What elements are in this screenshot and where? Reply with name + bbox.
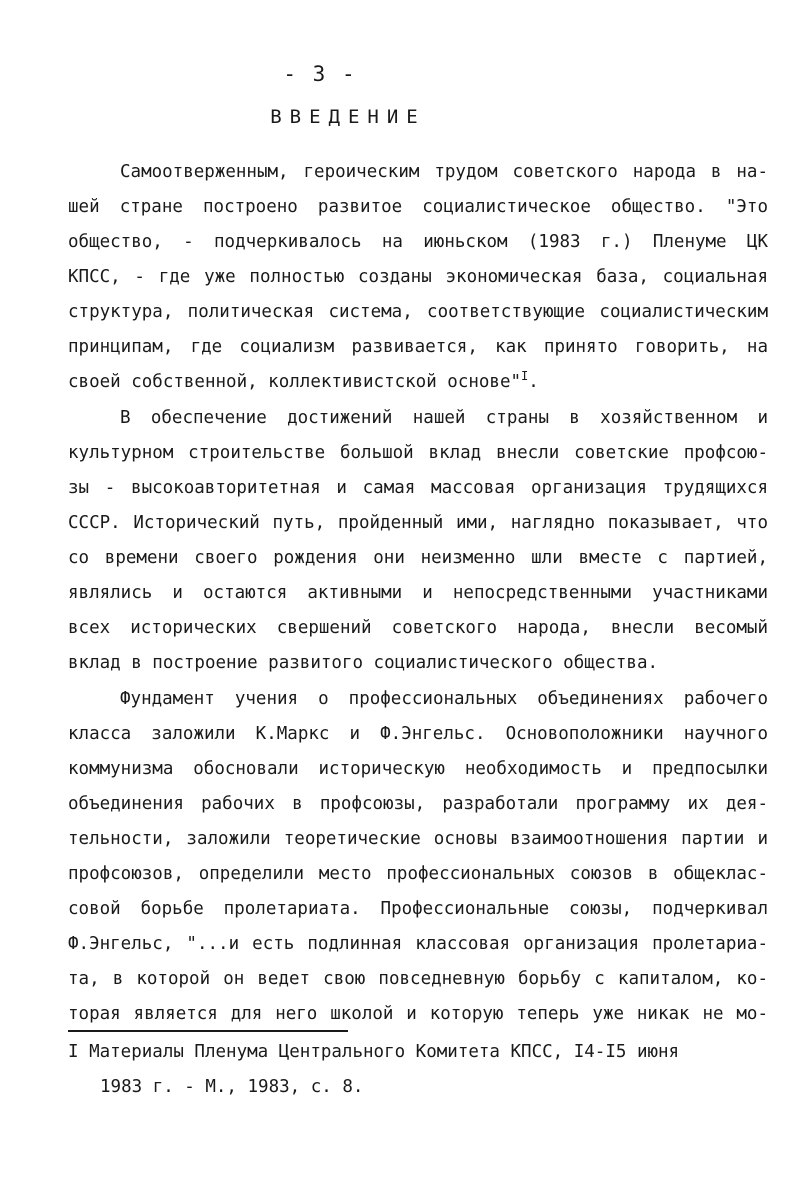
text-line: совой борьбе пролетариата. Профессиональные союзы, подчеркивал: [68, 899, 768, 919]
text-line: принципам, где социализм развивается, как принято говорить, на: [68, 337, 768, 357]
text-line: вклад в построение развитого социалистического общества.: [68, 653, 659, 673]
footnote-divider: [68, 1030, 348, 1032]
footnote-line: 1983 г. - М., 1983, с. 8.: [100, 1077, 364, 1097]
text-line: Самоотверженным, героическим трудом советского народа в на-: [120, 162, 768, 182]
text-line: зы - высокоавторитетная и самая массовая организация трудящихся: [68, 478, 768, 498]
text-line: Фундамент учения о профессиональных объединениях рабочего: [120, 689, 768, 709]
text-line: профсоюзов, определили место профессиональных союзов в общеклас-: [68, 864, 768, 884]
text-line: всех исторических свершений советского народа, внесли весомый: [68, 618, 768, 638]
text-line: своей собственной, коллективистской основе": [68, 372, 522, 392]
text-line: со времени своего рождения они неизменно шли вместе с партией,: [68, 548, 768, 568]
text-line: КПСС, - где уже полностью созданы экономическая база, социальная: [68, 267, 768, 287]
text-line-with-footnote: своей собственной, коллективистской основе"$^I$.: [68, 369, 539, 392]
text-line: класса заложили К.Маркс и Ф.Энгельс. Основоположники научного: [68, 724, 768, 744]
text-line: та, в которой он ведет свою повседневную борьбу с капиталом, ко-: [68, 969, 768, 989]
text-line: общество, - подчеркивалось на июньском (1983 г.) Пленуме ЦК: [68, 232, 768, 252]
footnote-marker: I: [521, 369, 529, 384]
text-line: тельности, заложили теоретические основы взаимоотношения партии и: [68, 829, 768, 849]
text-line: являлись и остаются активными и непосредственными участниками: [68, 583, 768, 603]
footnote-line: I Материалы Пленума Центрального Комитета КПСС, I4-I5 июня: [68, 1042, 680, 1062]
text-line: торая является для него школой и которую теперь уже никак не мо-: [68, 1004, 768, 1024]
text-line: СССР. Исторический путь, пройденный ими, наглядно показывает, что: [68, 513, 768, 533]
text-line: шей стране построено развитое социалистическое общество. "Это: [68, 197, 768, 217]
text-line: объединения рабочих в профсоюзы, разработали программу их дея-: [68, 794, 768, 814]
text-line: культурном строительстве большой вклад внесли советские профсою-: [68, 443, 768, 463]
page-number: - 3 -: [283, 62, 357, 86]
section-heading: ВВЕДЕНИЕ: [270, 106, 426, 128]
text-line: В обеспечение достижений нашей страны в хозяйственном и: [120, 408, 768, 428]
text-line: структура, политическая система, соответствующие социалистическим: [68, 302, 768, 322]
text-line: коммунизма обосновали историческую необходимость и предпосылки: [68, 759, 768, 779]
text-line: Ф.Энгельс, "...и есть подлинная классовая организация пролетариа-: [68, 934, 768, 954]
